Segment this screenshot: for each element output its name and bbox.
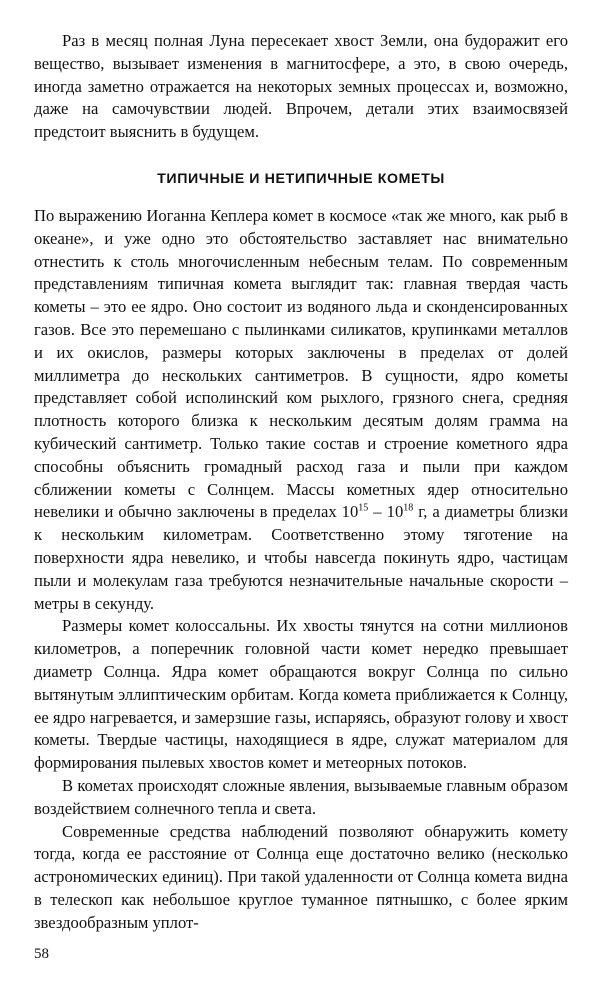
- paragraph-observation: Современные средства наблюдений позволяют обнаружить комету тогда, когда ее расстояние от Солнца еще достаточно велико (несколько астрономических единиц). При такой удаленности от Солнца комета видна в телескоп как небольшое круглое туманное пятнышко, с более ярким звездообразным уплот-: [34, 821, 568, 932]
- intro-paragraph: Раз в месяц полная Луна пересекает хвост Земли, она будоражит его вещество, вызывает изменения в магнитосфере, а это, в свою очередь, иногда заметно отражается на некоторых земных процессах и, возможно, даже на самочувствии людей. Впрочем, детали этих взаимосвязей предстоит выяснить в будущем.: [34, 31, 568, 142]
- page-body: [34, 30, 568, 934]
- mass-dash: –: [368, 502, 387, 522]
- mass-high-exponent: 18: [403, 502, 414, 514]
- mass-low-base: 10: [341, 502, 359, 522]
- paragraph-kepler: [34, 205, 568, 615]
- mass-low-exponent: 15: [358, 502, 369, 514]
- paragraph-kepler-text-a: По выражению Иоганна Кеплера комет в космосе «так же много, как рыб в океане», и уже одно это обстоятельство заставляет нас внимательно отнестить к столь многочисленным небесным телам. По современным представлениям типичная комета выглядит так: главная твердая часть кометы – это ее ядро. Оно состоит из водяного льда и сконденсированных газов. Все это перемешано с пылинками силикатов, крупинками металлов и их окислов, размеры которых заключены в пределах от долей миллиметра до нескольких сантиметров. В сущности, ядро кометы представляет собой исполинский ком рыхлого, грязного снега, средняя плотность которого близка к нескольким десятым долям грамма на кубический сантиметр. Только такие состав и строение кометного ядра способны объяснить громадный расход газа и пыли при каждом сближении кометы с Солнцем. Массы кометных ядер относительно невелики и обычно заключены в пределах: [34, 205, 568, 522]
- paragraph-kepler-text-b: г, а диаметры близки к нескольким километрам. Соответственно этому тяготение на поверхности ядра невелико, и чтобы навсегда покинуть ядро, частицам пыли и молекулам газа требуются незначительные начальные скорости – метры в секунду.: [34, 502, 569, 613]
- page-number: 58: [34, 946, 49, 962]
- section-heading: ТИПИЧНЫЕ И НЕТИПИЧНЫЕ КОМЕТЫ: [157, 170, 445, 187]
- mass-high-base: 10: [386, 502, 404, 522]
- paragraph-sizes: Размеры комет колоссальны. Их хвосты тянутся на сотни миллионов километров, а поперечник головной части комет нередко превышает диаметр Солнца. Ядра комет обращаются вокруг Солнца по сильно вытянутым эллиптическим орбитам. Когда комета приближается к Солнцу, ее ядро нагревается, и замерзшие газы, испаряясь, образуют голову и хвост кометы. Твердые частицы, находящиеся в ядре, служат материалом для формирования пылевых хвостов комет и метеорных потоков.: [34, 616, 568, 773]
- paragraph-phenomena: В кометах происходят сложные явления, вызываемые главным образом воздействием солнечного тепла и света.: [34, 775, 568, 818]
